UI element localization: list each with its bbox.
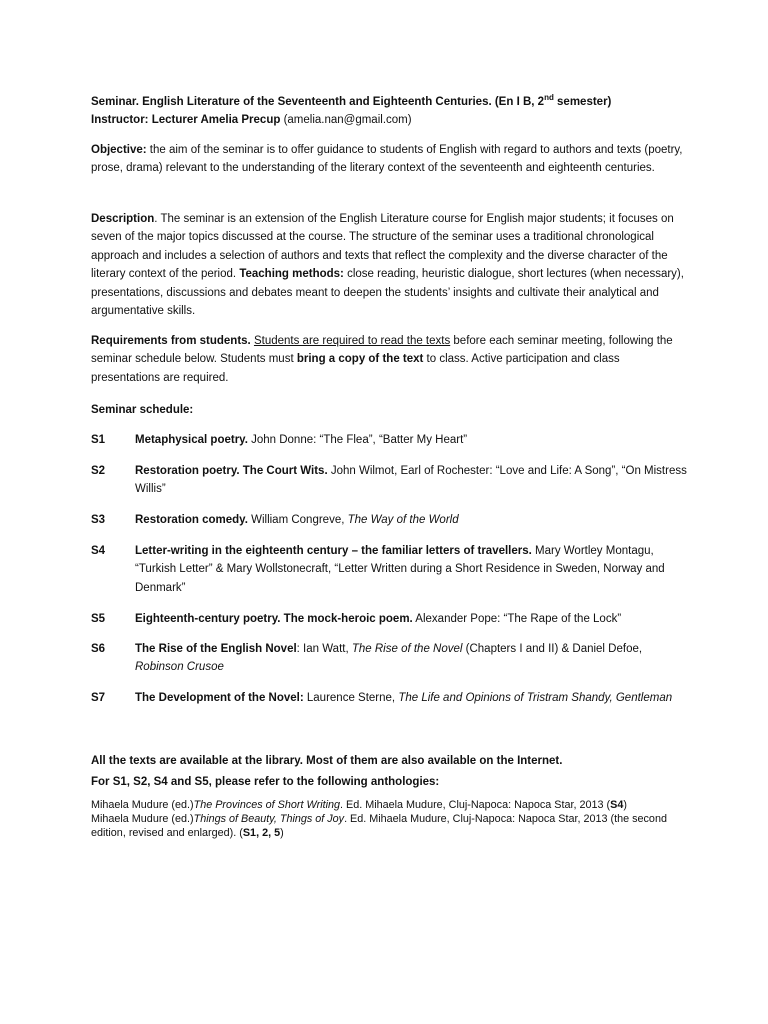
session-text: Metaphysical poetry. John Donne: “The Flea”, “Batter My Heart” [135, 434, 468, 446]
instructor-line [91, 111, 691, 129]
anthology-heading: For S1, S2, S4 and S5, please refer to the following anthologies: [91, 776, 440, 788]
session-code: S2 [91, 465, 106, 477]
anthology-entry-1: Mihaela Mudure (ed.)The Provinces of Short Writing. Ed. Mihaela Mudure, Cluj-Napoca: Napoca Star, 2013 (S4) [91, 799, 627, 811]
session-text: Letter-writing in the eighteenth century – the familiar letters of travellers. Mary Wortley Montagu, “Turkish Letter” & Mary Wollstonecraft, “Letter Written during a Short Residence in Sweden, Norway and Denmark” [135, 545, 665, 594]
session-text: Restoration comedy. William Congreve, The Way of the World [135, 514, 459, 526]
session-text: Eighteenth-century poetry. The mock-heroic poem. Alexander Pope: “The Rape of the Lock” [135, 613, 622, 625]
requirements-paragraph: Requirements from students. Students are required to read the texts before each seminar meeting, following the seminar schedule below. Students must bring a copy of the text to class. Active participation and class presentations are required. [91, 335, 673, 384]
schedule-heading: Seminar schedule: [91, 404, 194, 416]
objective-paragraph: Objective: the aim of the seminar is to offer guidance to students of English with regard to authors and texts (poetry, prose, drama) relevant to the understanding of the literary context of the seventeenth and eighteenth centuries. [91, 144, 683, 175]
seminar-title: Seminar. English Literature of the Seventeenth and Eighteenth Centuries. (En I B, 2nd semester) [91, 93, 612, 108]
instructor-name: Instructor: Lecturer Amelia Precup [91, 114, 281, 126]
availability-note: All the texts are available at the library. Most of them are also available on the Internet. [91, 755, 563, 767]
session-code: S7 [91, 692, 106, 704]
description-paragraph: Description. The seminar is an extension of the English Literature course for English major students; it focuses on seven of the major topics discussed at the course. The structure of the seminar uses a traditional chronological approach and includes a selection of authors and texts that reflect the complexity and the diverse character of the literary context of the period. Teaching methods: close reading, heuristic dialogue, short lectures (when necessary), presentations, discussions and debates meant to deepen the students’ insights and cultivate their analytical and argumentative skills. [91, 213, 684, 318]
session-code: S4 [91, 545, 106, 557]
instructor-email: (amelia.nan@gmail.com) [280, 114, 412, 126]
session-text: Restoration poetry. The Court Wits. John Wilmot, Earl of Rochester: “Love and Life: A Song”, “On Mistress Willis” [135, 465, 687, 496]
session-code: S3 [91, 514, 106, 526]
anthology-entry-2: Mihaela Mudure (ed.)Things of Beauty, Things of Joy. Ed. Mihaela Mudure, Cluj-Napoca: Napoca Star, 2013 (the second edition, revised and enlarged). (S1, 2, 5) [91, 813, 667, 839]
session-code: S5 [91, 613, 106, 625]
session-code: S6 [91, 643, 106, 655]
session-text: The Rise of the English Novel: Ian Watt, The Rise of the Novel (Chapters I and II) & Daniel Defoe, Robinson Crusoe [135, 643, 643, 674]
session-text: The Development of the Novel: Laurence Sterne, The Life and Opinions of Tristram Shandy, Gentleman [135, 692, 673, 704]
session-code: S1 [91, 434, 106, 446]
